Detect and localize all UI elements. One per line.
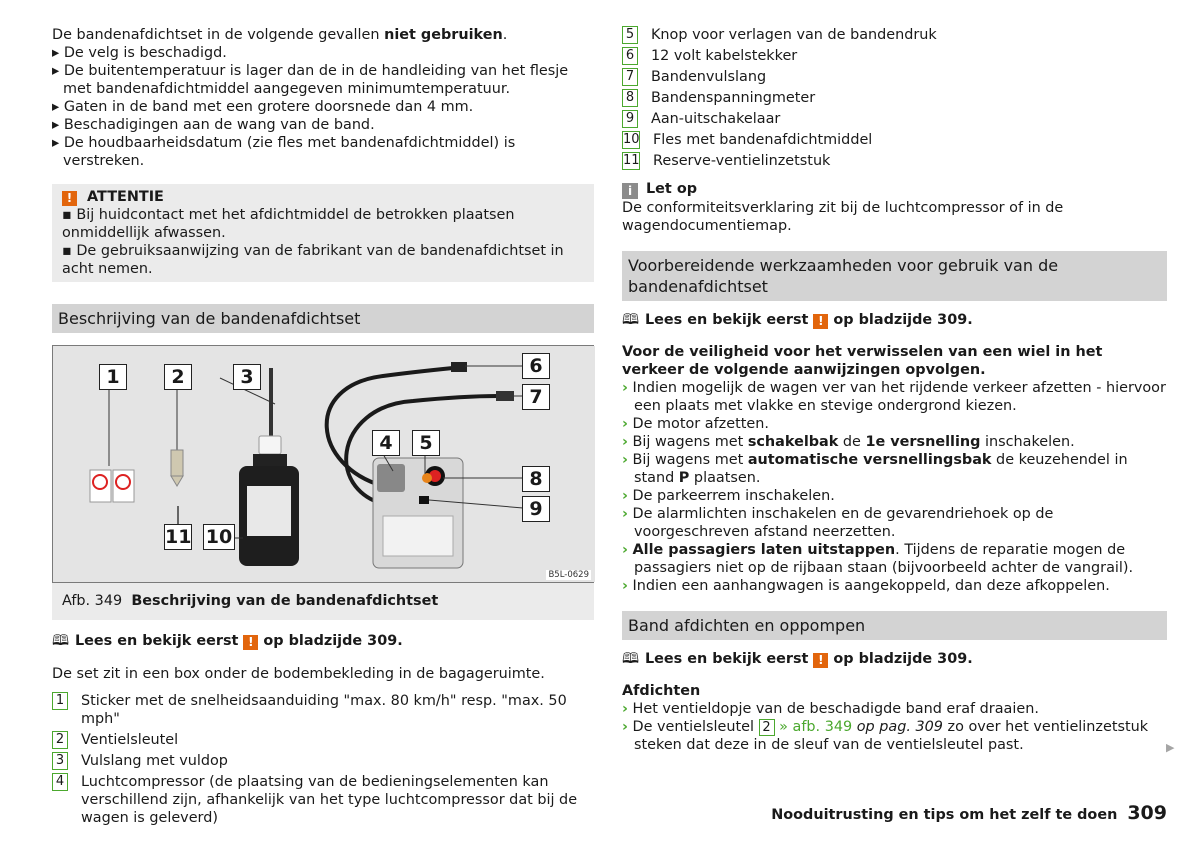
figure-349 — [52, 345, 594, 583]
right-column — [622, 26, 1167, 754]
chevron-icon: › — [622, 452, 628, 468]
part-item — [622, 68, 1167, 86]
subheading: Afdichten — [622, 683, 701, 699]
part-text: Bandenvulslang — [651, 69, 767, 85]
sealant-bottle-shape — [239, 454, 299, 566]
part-number: 4 — [52, 773, 68, 791]
step-item: › Alle passagiers laten uitstappen. Tijdens de reparatie mogen de passagiers niet op de rijbaan staan (bijvoorbeeld achter de vangrail). — [622, 542, 1134, 576]
note-title: i Let op — [622, 180, 1167, 199]
part-text: 12 volt kabelstekker — [651, 48, 798, 64]
left-column — [52, 26, 594, 830]
chevron-icon: › — [622, 701, 628, 717]
section-heading: Voorbereidende werkzaamheden voor gebruik van de bandenafdichtset — [622, 251, 1167, 301]
part-item — [52, 731, 594, 749]
read-first-note: 🕮 Lees en bekijk eerst ! op bladzijde 309. — [52, 633, 403, 649]
list-item: ▸ Gaten in de band met een grotere doorsnede dan 4 mm. — [52, 99, 474, 115]
book-icon: 🕮 — [622, 312, 639, 328]
step-item: › Bij wagens met schakelbak de 1e versnelling inschakelen. — [622, 434, 1075, 450]
safety-lead: Voor de veiligheid voor het verwisselen van een wiel in het verkeer de volgende aanwijzingen opvolgen. — [622, 344, 1103, 378]
part-item — [622, 47, 1167, 65]
figure-code: B5L-0629 — [548, 570, 589, 580]
step-item: › De motor afzetten. — [622, 416, 769, 432]
part-item — [52, 752, 594, 770]
figure-callout: 6 — [522, 353, 550, 379]
part-number: 5 — [622, 26, 638, 44]
part-text: Luchtcompressor (de plaatsing van de bedieningselementen kan verschillend zijn, afhankelijk van het type luchtcompressor dat bij de wagen is geleverd) — [81, 774, 578, 826]
arrow-bullet-icon: ▸ — [52, 99, 60, 115]
warning-icon: ! — [243, 635, 258, 650]
figure-callout: 7 — [522, 384, 550, 410]
part-text: Reserve-ventielinzetstuk — [653, 153, 831, 169]
attentie-item: ▪ De gebruiksaanwijzing van de fabrikant van de bandenafdichtset in acht nemen. — [62, 243, 564, 277]
chevron-icon: › — [622, 542, 628, 558]
part-item — [622, 26, 1167, 44]
chevron-icon: › — [622, 578, 628, 594]
part-number: 11 — [623, 153, 640, 168]
figure-callout: 4 — [372, 430, 400, 456]
part-number: 10 — [623, 132, 640, 147]
figure-callout: 11 — [165, 526, 192, 548]
part-text: Bandenspanningmeter — [651, 90, 816, 106]
page-number: 309 — [1127, 802, 1167, 824]
figure-callout: 1 — [99, 364, 127, 390]
section-heading: Beschrijving van de bandenafdichtset — [52, 304, 594, 333]
part-item — [622, 89, 1167, 107]
chevron-icon: › — [622, 506, 628, 522]
list-item: ▸ De buitentemperatuur is lager dan de in de handleiding van het flesje met bandenafdichtmiddel aangegeven minimumtemperatuur. — [52, 63, 569, 97]
continue-arrow-icon: ▶ — [1166, 741, 1175, 754]
part-text: Sticker met de snelheidsaanduiding "max. 80 km/h" resp. "max. 50 mph" — [81, 693, 567, 727]
attentie-item: ▪ Bij huidcontact met het afdichtmiddel de betrokken plaatsen onmiddellijk afwassen. — [62, 207, 515, 241]
step-item: › Bij wagens met automatische versnellingsbak de keuzehendel in stand P plaatsen. — [622, 452, 1128, 486]
read-first-note: 🕮 Lees en bekijk eerst ! op bladzijde 309. — [622, 312, 973, 328]
chevron-icon: › — [622, 416, 628, 432]
figure-callout: 8 — [522, 466, 550, 492]
part-text: Aan-uitschakelaar — [651, 111, 781, 127]
part-number: 6 — [622, 47, 638, 65]
attentie-box — [52, 184, 594, 282]
section-heading: Band afdichten en oppompen — [622, 611, 1167, 640]
part-item — [622, 131, 1167, 149]
intro-text: De bandenafdichtset in de volgende gevallen niet gebruiken. — [52, 27, 508, 43]
part-text: Ventielsleutel — [81, 732, 179, 748]
list-item: ▸ Beschadigingen aan de wang van de band. — [52, 117, 375, 133]
part-text: Knop voor verlagen van de bandendruk — [651, 27, 937, 43]
warning-icon: ! — [62, 191, 77, 206]
step-item: › Het ventieldopje van de beschadigde band eraf draaien. — [622, 701, 1039, 717]
chevron-icon: › — [622, 434, 628, 450]
chevron-icon: › — [622, 380, 628, 396]
warning-icon: ! — [813, 314, 828, 329]
book-icon: 🕮 — [622, 651, 639, 667]
chevron-icon: › — [622, 719, 628, 735]
square-bullet-icon: ▪ — [62, 207, 72, 223]
square-bullet-icon: ▪ — [62, 243, 72, 259]
arrow-bullet-icon: ▸ — [52, 117, 60, 133]
part-item — [622, 152, 1167, 170]
figure-callout: 5 — [412, 430, 440, 456]
figure-caption: Afb. 349 Beschrijving van de bandenafdichtset — [52, 583, 594, 620]
part-number: 2 — [52, 731, 68, 749]
figure-callout: 10 — [203, 524, 235, 550]
part-number: 1 — [52, 692, 68, 710]
part-number: 9 — [622, 110, 638, 128]
set-location-text: De set zit in een box onder de bodembekleding in de bagageruimte. — [52, 666, 545, 682]
part-item — [52, 692, 594, 728]
step-item: › De ventielsleutel 2 » afb. 349 op pag. 309 zo over het ventielinzetstuk steken dat deze in de sleuf van de ventielsleutel past. — [622, 719, 1149, 753]
part-text: Vulslang met vuldop — [81, 753, 228, 769]
book-icon: 🕮 — [52, 633, 69, 649]
read-first-note: 🕮 Lees en bekijk eerst ! op bladzijde 309. — [622, 651, 973, 667]
figure-callout: 3 — [233, 364, 261, 390]
figure-callout: 9 — [522, 496, 550, 522]
part-item — [622, 110, 1167, 128]
part-number: 8 — [622, 89, 638, 107]
arrow-bullet-icon: ▸ — [52, 63, 60, 79]
chapter-title: Nooduitrusting en tips om het zelf te doen — [771, 807, 1118, 823]
compressor-shape — [373, 458, 463, 568]
step-item: › De alarmlichten inschakelen en de gevarendriehoek op de voorgeschreven afstand neerzetten. — [622, 506, 1054, 540]
attentie-title: ! ATTENTIE — [62, 188, 590, 206]
warning-icon: ! — [813, 653, 828, 668]
tire-sealant-kit-illustration — [53, 346, 595, 582]
part-ref-box: 2 — [759, 719, 775, 736]
arrow-bullet-icon: ▸ — [52, 135, 60, 151]
step-item: › De parkeerrem inschakelen. — [622, 488, 835, 504]
note-text: De conformiteitsverklaring zit bij de luchtcompressor of in de wagendocumentiemap. — [622, 200, 1064, 234]
list-item: ▸ De houdbaarheidsdatum (zie fles met bandenafdichtmiddel) is verstreken. — [52, 135, 516, 169]
part-item — [52, 773, 594, 827]
part-number: 7 — [622, 68, 638, 86]
figure-link[interactable]: » afb. 349 — [779, 719, 853, 735]
info-icon: i — [622, 183, 638, 199]
part-text: Fles met bandenafdichtmiddel — [653, 132, 873, 148]
chevron-icon: › — [622, 488, 628, 504]
page-footer — [771, 804, 1167, 824]
part-number: 3 — [52, 752, 68, 770]
arrow-bullet-icon: ▸ — [52, 45, 60, 61]
step-item: › Indien een aanhangwagen is aangekoppeld, dan deze afkoppelen. — [622, 578, 1110, 594]
figure-callout: 2 — [164, 364, 192, 390]
step-item: › Indien mogelijk de wagen ver van het rijdende verkeer afzetten - hiervoor een plaats met vlakke en stevige ondergrond kiezen. — [622, 380, 1166, 414]
list-item: ▸ De velg is beschadigd. — [52, 45, 227, 61]
